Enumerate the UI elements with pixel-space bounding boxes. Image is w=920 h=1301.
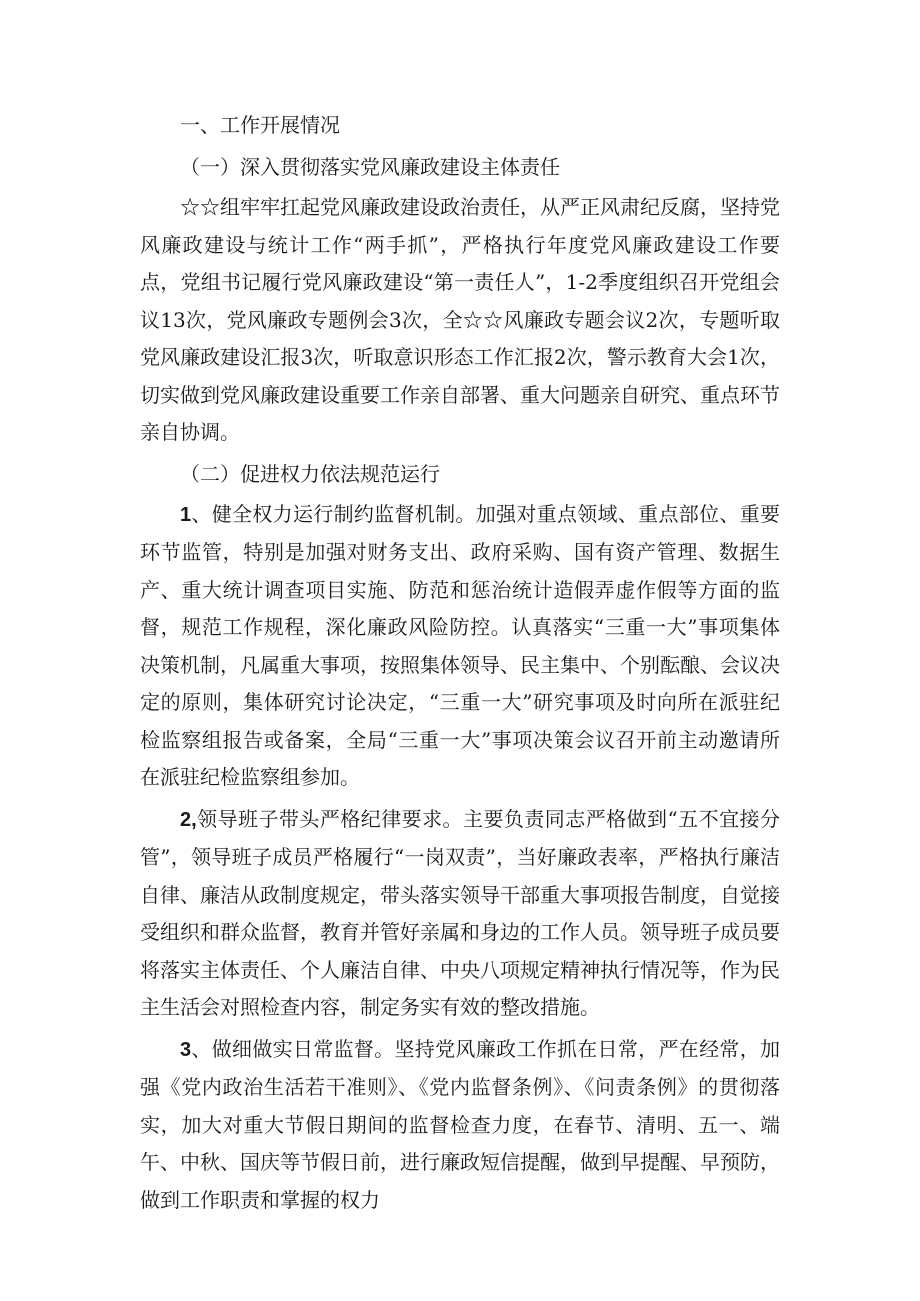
item-1-text: 、健全权力运行制约监督机制。加强对重点领域、重点部位、重要环节监管，特别是加强对财务支出、政府采购、国有资产管理、数据生产、重大统计调查项目实施、防范和惩治统计造假弄虚作假等方面的监督，规范工作规程，深化廉政风险防控。认真落实“三重一大”事项集体决策机制，凡属重大事项，按照集体领导、民主集中、个别酝酿、会议决定的原则，集体研究讨论决定，“三重一大”研究事项及时向所在派驻纪检监察组报告或备案，全局“三重一大”事项决策会议召开前主动邀请所在派驻纪检监察组参加。 (140, 501, 780, 789)
item-3-number: 3 (180, 1038, 192, 1061)
item-2-paragraph (140, 801, 780, 1027)
section-2-title: （二）促进权力依法规范运行 (180, 461, 440, 486)
item-3-paragraph (140, 1031, 780, 1220)
item-2-text: 领导班子带头严格纪律要求。主要负责同志严格做到“五不宜接分管”，领导班子成员严格履行“一岗双责”，当好廉政表率，严格执行廉洁自律、廉洁从政制度规定，带头落实领导干部重大事项报告制度，自觉接受组织和群众监督，教育并管好亲属和身边的工作人员。领导班子成员要将落实主体责任、个人廉洁自律、中央八项规定精神执行情况等，作为民主生活会对照检查内容，制定务实有效的整改措施。 (140, 806, 780, 1019)
item-1-number: 1 (180, 503, 192, 526)
heading-work-progress: 一、工作开展情况 (180, 113, 340, 137)
section-1-paragraph: ☆☆组牢牢扛起党风廉政建设政治责任，从严正风肃纪反腐，坚持党风廉政建设与统计工作“两手抓”，严格执行年度党风廉政建设工作要点，党组书记履行党风廉政建设“第一责任人”，1-2季度组织召开党组会议13次，党风廉政专题例会3次，全☆☆风廉政专题会议2次，专题听取党风廉政建设汇报3次，听取意识形态工作汇报2次，警示教育大会1次，切实做到党风廉政建设重要工作亲自部署、重大问题亲自研究、重点环节亲自协调。 (140, 195, 780, 444)
section-1-title: （一）深入贯彻落实党风廉政建设主体责任 (180, 155, 560, 179)
item-3-text: 、做细做实日常监督。坚持党风廉政工作抓在日常，严在经常，加强《党内政治生活若干准则》、《党内监督条例》、《问责条例》的贯彻落实，加大对重大节假日期间的监督检查力度，在春节、清明、五一、端午、中秋、国庆等节假日前，进行廉政短信提醒，做到早提醒、早预防，做到工作职责和掌握的权力 (140, 1036, 780, 1212)
document-body (140, 105, 780, 1219)
item-2-number: 2, (180, 808, 197, 831)
item-1-paragraph (140, 496, 780, 797)
